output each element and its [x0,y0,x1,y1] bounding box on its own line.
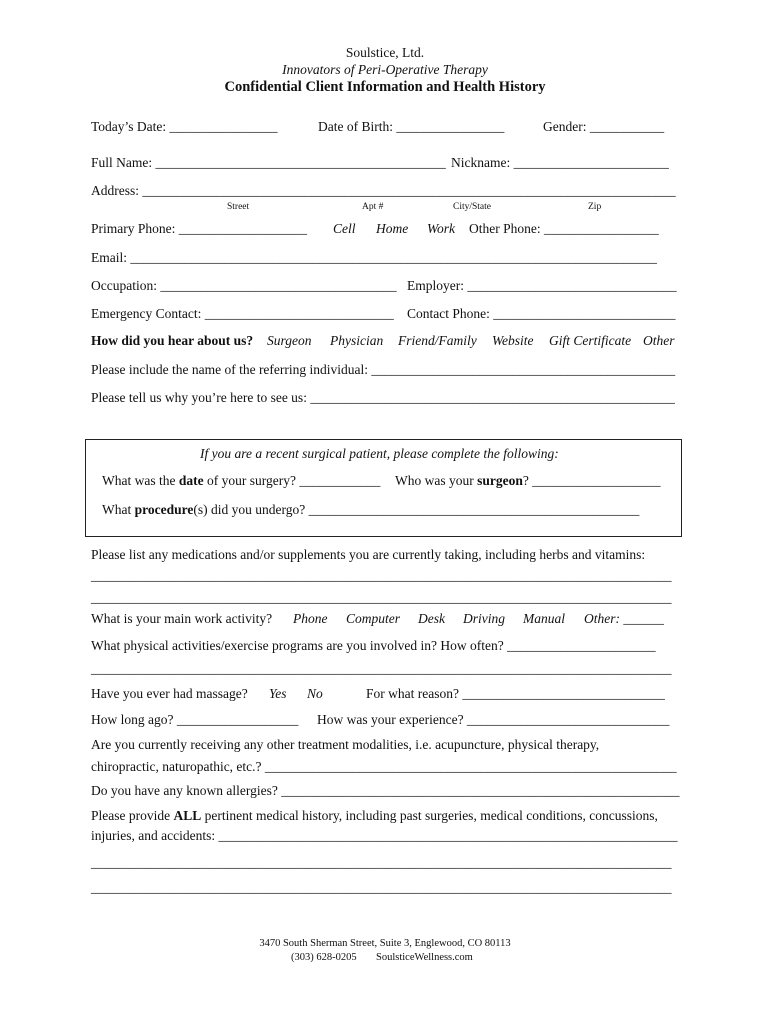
employer-field[interactable]: Employer: _______________________________ [407,278,677,293]
work-option-other[interactable]: Other: ______ [584,611,664,626]
footer-website: SoulsticeWellness.com [376,952,473,963]
experience-field[interactable]: How was your experience? ______________________________ [317,712,670,727]
treatment-field[interactable]: chiropractic, naturopathic, etc.? _____________________________________________________________ [91,759,677,774]
hear-option-surgeon[interactable]: Surgeon [267,333,312,348]
gender-field[interactable]: Gender: ___________ [543,119,665,134]
footer-phone: (303) 628-0205 [291,952,357,963]
phone-option-home[interactable]: Home [376,221,409,236]
hear-option-physician[interactable]: Physician [330,333,384,348]
address-zip-label: Zip [588,202,602,212]
phone-option-work[interactable]: Work [427,221,456,236]
massage-option-no[interactable]: No [307,686,323,701]
primary-phone-field[interactable]: Primary Phone: ___________________ [91,221,307,236]
address-street-label: Street [227,202,250,212]
hear-option-friend-family[interactable]: Friend/Family [398,333,477,348]
email-field[interactable]: Email: ______________________________________________________________________________ [91,250,657,265]
contact-phone-field[interactable]: Contact Phone: ___________________________ [407,306,676,321]
allergies-field[interactable]: Do you have any known allergies? ___________________________________________________________ [91,783,680,798]
how-long-ago-field[interactable]: How long ago? __________________ [91,712,299,727]
company-name: Soulstice, Ltd. [345,45,425,60]
surgeon-question[interactable]: Who was your surgeon? ___________________ [395,473,661,488]
footer-address: 3470 South Sherman Street, Suite 3, Englewood, CO 80113 [259,938,511,949]
other-phone-field[interactable]: Other Phone: _________________ [469,221,659,236]
emergency-contact-field[interactable]: Emergency Contact: ____________________________ [91,306,394,321]
massage-option-yes[interactable]: Yes [269,686,287,701]
todays-date-field[interactable]: Today’s Date: ________________ [91,119,278,134]
hear-option-gift-certificate[interactable]: Gift Certificate [549,333,632,348]
address-city-label: City/State [453,202,491,212]
medications-line-2[interactable]: ______________________________________________________________________________________ [91,590,672,605]
medications-line-1[interactable]: ______________________________________________________________________________________ [91,568,672,583]
occupation-field[interactable]: Occupation: ___________________________________ [91,278,397,293]
hear-option-other[interactable]: Other [643,333,675,348]
physical-activities-field[interactable]: What physical activities/exercise programs are you involved in? How often? ______________________ [91,638,656,653]
reason-for-visit-field[interactable]: Please tell us why you’re here to see us: ______________________________________________________ [91,390,675,405]
work-option-phone[interactable]: Phone [293,611,328,626]
dob-field[interactable]: Date of Birth: ________________ [318,119,505,134]
treatment-question: Are you currently receiving any other treatment modalities, i.e. acupuncture, physical therapy, [91,737,600,752]
procedure-question[interactable]: What procedure(s) did you undergo? _________________________________________________ [102,502,640,517]
physical-activities-line[interactable]: ______________________________________________________________________________________ [91,661,672,676]
hear-about-us-label: How did you hear about us? [91,333,254,348]
work-option-computer[interactable]: Computer [346,611,400,626]
massage-reason-field[interactable]: For what reason? ______________________________ [366,686,665,701]
surgery-date-question[interactable]: What was the date of your surgery? ____________ [102,473,381,488]
medical-history-question: Please provide ALL pertinent medical history, including past surgeries, medical conditions, concussions, [91,808,658,823]
work-option-manual[interactable]: Manual [523,611,565,626]
work-option-driving[interactable]: Driving [463,611,505,626]
massage-question: Have you ever had massage? [91,686,248,701]
medical-history-line-1[interactable]: ______________________________________________________________________________________ [91,855,672,870]
tagline: Innovators of Peri-Operative Therapy [282,62,488,77]
medical-history-field[interactable]: injuries, and accidents: ____________________________________________________________________ [91,828,678,843]
medications-question: Please list any medications and/or supplements you are currently taking, including herbs and vitamins: [91,547,646,562]
address-field[interactable]: Address: _______________________________________________________________________________ [91,183,676,198]
medical-history-line-2[interactable]: ______________________________________________________________________________________ [91,880,672,895]
full-name-field[interactable]: Full Name: ___________________________________________ [91,155,446,170]
work-activity-question: What is your main work activity? [91,611,273,626]
work-option-desk[interactable]: Desk [418,611,445,626]
phone-option-cell[interactable]: Cell [333,221,356,236]
nickname-field[interactable]: Nickname: _______________________ [451,155,669,170]
form-title: Confidential Client Information and Health History [224,79,546,95]
referring-individual-field[interactable]: Please include the name of the referring individual: _____________________________________________ [91,362,676,377]
address-apt-label: Apt # [362,202,384,212]
surgical-intro: If you are a recent surgical patient, please complete the following: [200,446,559,461]
hear-option-website[interactable]: Website [492,333,534,348]
